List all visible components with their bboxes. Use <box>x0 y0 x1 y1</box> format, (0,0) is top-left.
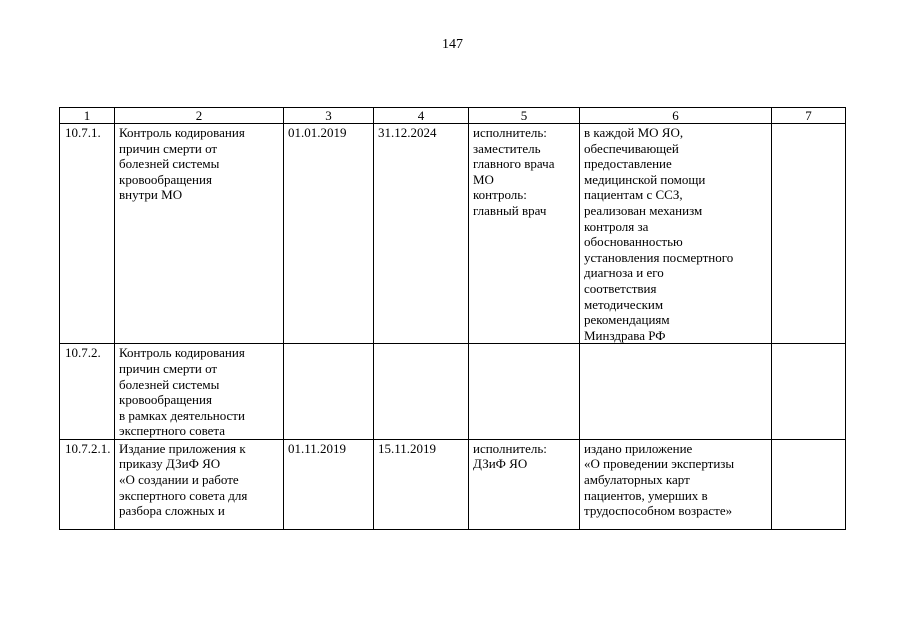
column-header: 4 <box>374 108 469 124</box>
item-name: Контроль кодирования причин смерти от болезней системы кровообращения внутри МО <box>115 124 284 344</box>
end-date <box>374 344 469 440</box>
note <box>772 344 846 440</box>
responsible: исполнитель: заместитель главного врача МО контроль: главный врач <box>469 124 580 344</box>
end-date: 15.11.2019 <box>374 439 469 529</box>
page-number: 147 <box>442 37 463 52</box>
expected-result <box>580 344 772 440</box>
responsible: исполнитель: ДЗиФ ЯО <box>469 439 580 529</box>
table-header-row <box>60 108 846 124</box>
item-name: Издание приложения к приказу ДЗиФ ЯО «О создании и работе экспертного совета для разбора сложных и <box>115 439 284 529</box>
expected-result: в каждой МО ЯО, обеспечивающей предоставление медицинской помощи пациентам с ССЗ, реализован механизм контроля за обоснованностью установления посмертного диагноза и его соответствия методическим рекомендациям Минздрава РФ <box>580 124 772 344</box>
start-date: 01.11.2019 <box>284 439 374 529</box>
item-code: 10.7.2.1. <box>60 439 115 529</box>
start-date <box>284 344 374 440</box>
note <box>772 124 846 344</box>
item-name: Контроль кодирования причин смерти от болезней системы кровообращения в рамках деятельности экспертного совета <box>115 344 284 440</box>
table-row <box>60 124 846 344</box>
expected-result: издано приложение «О проведении экспертизы амбулаторных карт пациентов, умерших в трудоспособном возрасте» <box>580 439 772 529</box>
table-row <box>60 344 846 440</box>
action-plan-table <box>59 107 846 530</box>
column-header: 3 <box>284 108 374 124</box>
end-date: 31.12.2024 <box>374 124 469 344</box>
column-header: 5 <box>469 108 580 124</box>
column-header: 2 <box>115 108 284 124</box>
column-header: 7 <box>772 108 846 124</box>
note <box>772 439 846 529</box>
column-header: 6 <box>580 108 772 124</box>
start-date: 01.01.2019 <box>284 124 374 344</box>
column-header: 1 <box>60 108 115 124</box>
item-code: 10.7.2. <box>60 344 115 440</box>
item-code: 10.7.1. <box>60 124 115 344</box>
responsible <box>469 344 580 440</box>
table-row <box>60 439 846 529</box>
